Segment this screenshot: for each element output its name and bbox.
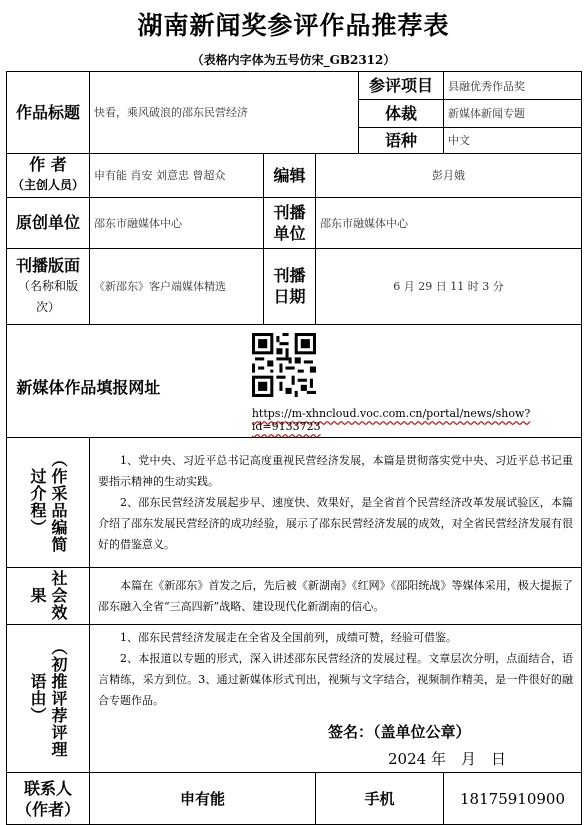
phone-label: 手机 (316, 773, 444, 825)
award-item-value: 县融优秀作品奖 (444, 72, 582, 100)
social-effect-content (90, 567, 582, 625)
publish-date-label: 刊播日期 (264, 248, 316, 325)
work-title-value: 快看，乘风破浪的邵东民营经济 (90, 72, 359, 154)
award-item-label: 参评项目 (359, 72, 444, 100)
phone-value: 18175910900 (444, 773, 582, 825)
contact-label-cell (7, 773, 90, 825)
recommendation-form-table (6, 71, 582, 825)
process-paragraph-2: 2、邵东民营经济发展起步早、速度快、效果好，是全省首个民营经济改革发展试验区，本篇介绍了邵东发展民营经济的成功经验，展示了邵东民营经济发展的成效，对全省民营经济发展有很好的借鉴意义。 (98, 495, 574, 551)
process-content (90, 438, 582, 567)
social-effect-label: 社会效果 (28, 570, 68, 622)
original-unit-value: 邵东市融媒体中心 (90, 198, 264, 248)
new-media-url-label: 新媒体作品填报网址 (16, 378, 161, 398)
publish-page-label-cell (7, 248, 90, 325)
sign-date: 2024 年 月 日 (388, 750, 506, 769)
publish-page-label: 刊播版面 (15, 255, 80, 275)
review-paragraph-2: 2、本报道以专题的形式，深入讲述邵东民营经济的发展过程。文章层次分明，点面结合，语言精练，采方到位。3、通过新媒体形式刊出，视频与文字结合，视频制作精美，是一件很好的融合专题作品。 (98, 652, 574, 708)
signature-line: 签名：（盖单位公章） (328, 723, 471, 742)
review-label: （初推评荐评理语由） (28, 639, 68, 759)
publish-date-value: 6 月 29 日 11 时 3 分 (316, 248, 582, 325)
process-paragraph-1: 1、党中央、习近平总书记高度重视民营经济发展，本篇是贯彻落实党中央、习近平总书记重要指示精神的生动实践。 (98, 453, 574, 488)
publish-unit-label: 刊播单位 (264, 198, 316, 248)
authors-value: 申有能 肖安 刘意忠 曾超众 (90, 153, 264, 197)
publish-page-sublabel: （名称和版次） (17, 278, 78, 314)
qr-code-icon (252, 333, 316, 397)
language-label: 语种 (359, 127, 444, 153)
new-media-row (7, 325, 582, 438)
process-label-cell (7, 438, 90, 567)
new-media-url-value[interactable]: https://m-xhncloud.voc.com.cn/portal/news/show?id=9133723 (251, 407, 531, 434)
author-label: 作 者 (29, 155, 67, 175)
publish-unit-value: 邵东市融媒体中心 (316, 198, 582, 248)
review-content (90, 625, 582, 773)
process-label: （作采品编简过介程） (28, 451, 68, 554)
review-paragraph-1: 1、邵东民营经济发展走在全省及全国前列，成绩可赞，经验可借鉴。 (120, 631, 457, 645)
editor-label: 编辑 (264, 153, 316, 197)
author-label-cell (7, 153, 90, 197)
contact-sublabel: （作者） (15, 799, 80, 819)
genre-value: 新媒体新闻专题 (444, 100, 582, 127)
editor-value: 彭月娥 (316, 153, 582, 197)
social-effect-paragraph: 本篇在《新邵东》首发之后，先后被《新湖南》《红网》《邵阳统战》等媒体采用，极大提振了邵东融入全省“三高四新”战略、建设现代化新湖南的信心。 (98, 578, 574, 613)
contact-label: 联系人 (23, 778, 72, 798)
genre-label: 体裁 (359, 100, 444, 127)
work-title-label: 作品标题 (7, 72, 90, 154)
author-sublabel: （主创人员） (11, 178, 84, 193)
page-title: 湖南新闻奖参评作品推荐表 (137, 11, 450, 40)
contact-value: 申有能 (90, 773, 316, 825)
publish-page-value: 《新邵东》客户端媒体精选 (90, 248, 264, 325)
social-effect-label-cell (7, 567, 90, 625)
page-subtitle: （表格内字体为五号仿宋_GB2312） (191, 53, 396, 67)
language-value: 中文 (444, 127, 582, 153)
original-unit-label: 原创单位 (7, 198, 90, 248)
review-label-cell (7, 625, 90, 773)
